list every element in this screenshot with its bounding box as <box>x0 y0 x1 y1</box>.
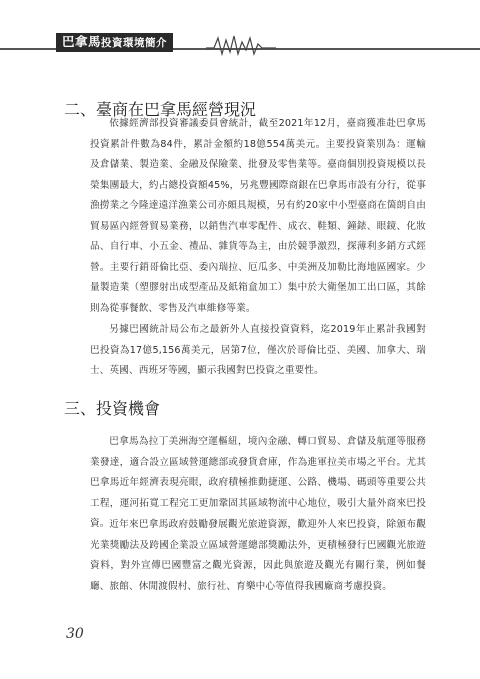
paragraph-investment-1: 巴拿馬為拉丁美洲海空運樞紐，境內金融、轉口貿易、倉儲及航運等服務業發達，適合設立區域營運總部或發貨倉庫，作為進軍拉美市場之平台。尤其巴拿馬近年經濟表現亮眼，政府積極推動捷運、公路、機場、碼頭等重要公共工程，運河拓寬工程完工更加鞏固其區域物流中心地位，吸引大量外商來巴投資。 <box>90 436 426 529</box>
running-title-main: 巴拿馬 <box>62 34 102 49</box>
paragraph-taiwan-business-1: 依據經濟部投資審議委員會統計，截至2021年12月，臺商獲准赴巴拿馬投資累計件數為84件，累計金額約18億554萬美元。主要投資業別為：運輸及倉儲業、製造業、金融及保險業、批發及零售業等。臺商個別投資規模以長榮集團最大，約占總投資額45%，另兆豐國際商銀在巴拿馬市設有分行，從事漁撈業之今隆達遠洋漁業公司亦頗具規模，另有約20家中小型臺商在箇朗自由貿易區內經營貿易業務，以銷售汽車零配件、成衣、鞋類、鐘錶、眼鏡、化妝品、自行車、小五金、禮品、雜貨等為主，由於競爭激烈，探薄利多銷方式經營。主要行銷哥倫比亞、委內瑞拉、厄瓜多、中美洲及加勒比海地區國家。少量製造業（塑膠射出成型產品及紙箱盒加工）集中於大衛堡加工出口區，其餘則為從事餐飲、零售及汽車維修等業。 <box>90 118 426 314</box>
paragraph-investment-2: 近年來巴拿馬政府鼓勵發展觀光旅遊資源，歡迎外人來巴投資，除頒布觀光業獎勵法及跨國企業設立區域營運總部獎勵法外，更積極發行巴國觀光旅遊資料，對外宣傳巴國豐富之觀光資源，因此與旅遊及觀光有關行業，例如餐廳、旅館、休閒渡假村、旅行社、育樂中心等值得我國廠商考慮投資。 <box>90 519 426 592</box>
running-title <box>56 33 173 52</box>
heartbeat-wave-decoration <box>206 34 276 56</box>
paragraph-taiwan-business-2: 另據巴國統計局公布之最新外人直接投資資料，迄2019年止累計我國對巴投資為17億5,156萬美元，居第7位，僅次於哥倫比亞、美國、加拿大、瑞士、英國、西班牙等國，顯示我國對巴投資之重要性。 <box>90 324 426 376</box>
page-number: 30 <box>66 626 84 642</box>
section-heading-investment-opportunities: 三、投資機會 <box>64 399 161 418</box>
section-heading-taiwan-business: 二、臺商在巴拿馬經營現況 <box>64 100 257 119</box>
running-title-sub: 投資環境簡介 <box>101 37 168 49</box>
